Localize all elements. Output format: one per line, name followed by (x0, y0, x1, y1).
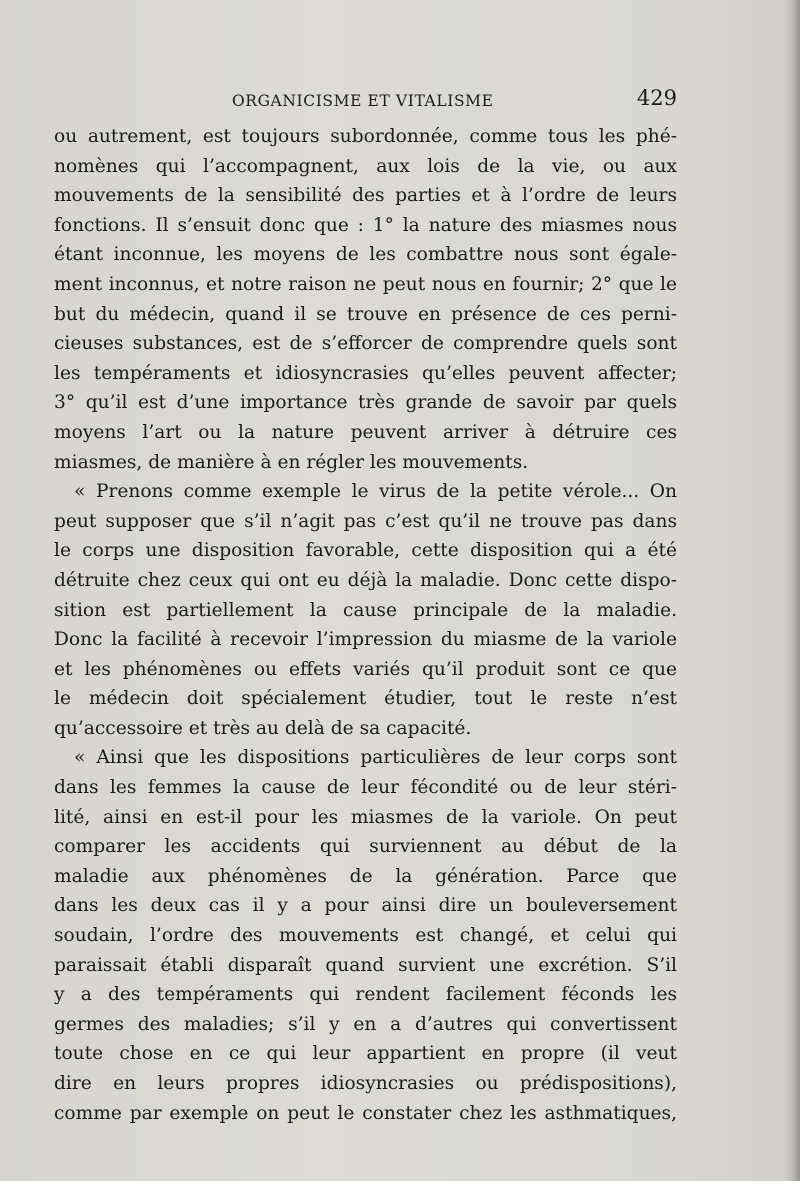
text-line: comme par exemple on peut le constater chez les asthmatiques, (54, 1102, 677, 1124)
text-line: lité, ainsi en est-il pour les miasmes de la variole. On peut (54, 806, 677, 828)
text-line: peut supposer que s’il n’agit pas c’est qu’il ne trouve pas dans (54, 510, 677, 532)
text-line: ou autrement, est toujours subordonnée, comme tous les phé- (54, 126, 677, 147)
text-line: Donc la facilité à recevoir l’impression du miasme de la variole (54, 629, 677, 651)
paragraph-end-line: qu’accessoire et très au delà de sa capacité. (54, 717, 472, 739)
text-line: maladie aux phénomènes de la génération. Parce que (54, 865, 677, 887)
text-line: dans les deux cas il y a pour ainsi dire un bouleversement (54, 895, 677, 917)
text-line: germes des maladies; s’il y en a d’autres qui convertissent (54, 1013, 677, 1035)
paragraph-start-line: « Ainsi que les dispositions particulières de leur corps sont (74, 747, 677, 769)
text-line: paraissait établi disparaît quand survient une excrétion. S’il (54, 954, 677, 976)
text-line: sition est partiellement la cause principale de la maladie. (54, 599, 677, 621)
text-line: dire en leurs propres idiosyncrasies ou prédispositions), (54, 1073, 677, 1094)
text-line: cieuses substances, est de s’efforcer de comprendre quels sont (54, 333, 677, 355)
text-line: y a des tempéraments qui rendent facilement féconds les (54, 984, 677, 1006)
text-line: et les phénomènes ou effets variés qu’il produit sont ce que (54, 658, 677, 680)
text-line: but du médecin, quand il se trouve en présence de ces perni- (54, 303, 677, 325)
text-line: toute chose en ce qui leur appartient en propre (il veut (54, 1043, 677, 1065)
text-line: les tempéraments et idiosyncrasies qu’elles peuvent affecter; (54, 362, 677, 384)
page-number: 429 (636, 86, 677, 110)
text-line: nomènes qui l’accompagnent, aux lois de la vie, ou aux (54, 155, 677, 177)
page-edge-shadow (786, 0, 800, 1181)
running-head (54, 84, 677, 116)
text-line: le médecin doit spécialement étudier, tout le reste n’est (54, 688, 677, 710)
body-text (54, 122, 677, 1128)
paragraph-start-line: « Prenons comme exemple le virus de la petite vérole... On (74, 481, 677, 503)
text-line: ment inconnus, et notre raison ne peut nous en fournir; 2° que le (54, 273, 677, 295)
text-line: le corps une disposition favorable, cette disposition qui a été (54, 540, 677, 562)
text-line: mouvements de la sensibilité des parties et à l’ordre de leurs (54, 185, 677, 207)
text-line: étant inconnue, les moyens de les combattre nous sont égale- (54, 244, 677, 266)
running-title: ORGANICISME ET VITALISME (232, 92, 494, 110)
paragraph-end-line: miasmes, de manière à en régler les mouvements. (54, 451, 529, 473)
text-line: 3° qu’il est d’une importance très grande de savoir par quels (54, 392, 677, 414)
text-line: moyens l’art ou la nature peuvent arriver à détruire ces (54, 421, 677, 443)
text-line: fonctions. Il s’ensuit donc que : 1° la nature des miasmes nous (54, 214, 677, 236)
text-line: comparer les accidents qui surviennent au début de la (54, 836, 677, 858)
text-line: détruite chez ceux qui ont eu déjà la maladie. Donc cette dispo- (54, 569, 677, 591)
text-line: soudain, l’ordre des mouvements est changé, et celui qui (54, 925, 677, 947)
text-line: dans les femmes la cause de leur fécondité ou de leur stéri- (54, 777, 677, 799)
